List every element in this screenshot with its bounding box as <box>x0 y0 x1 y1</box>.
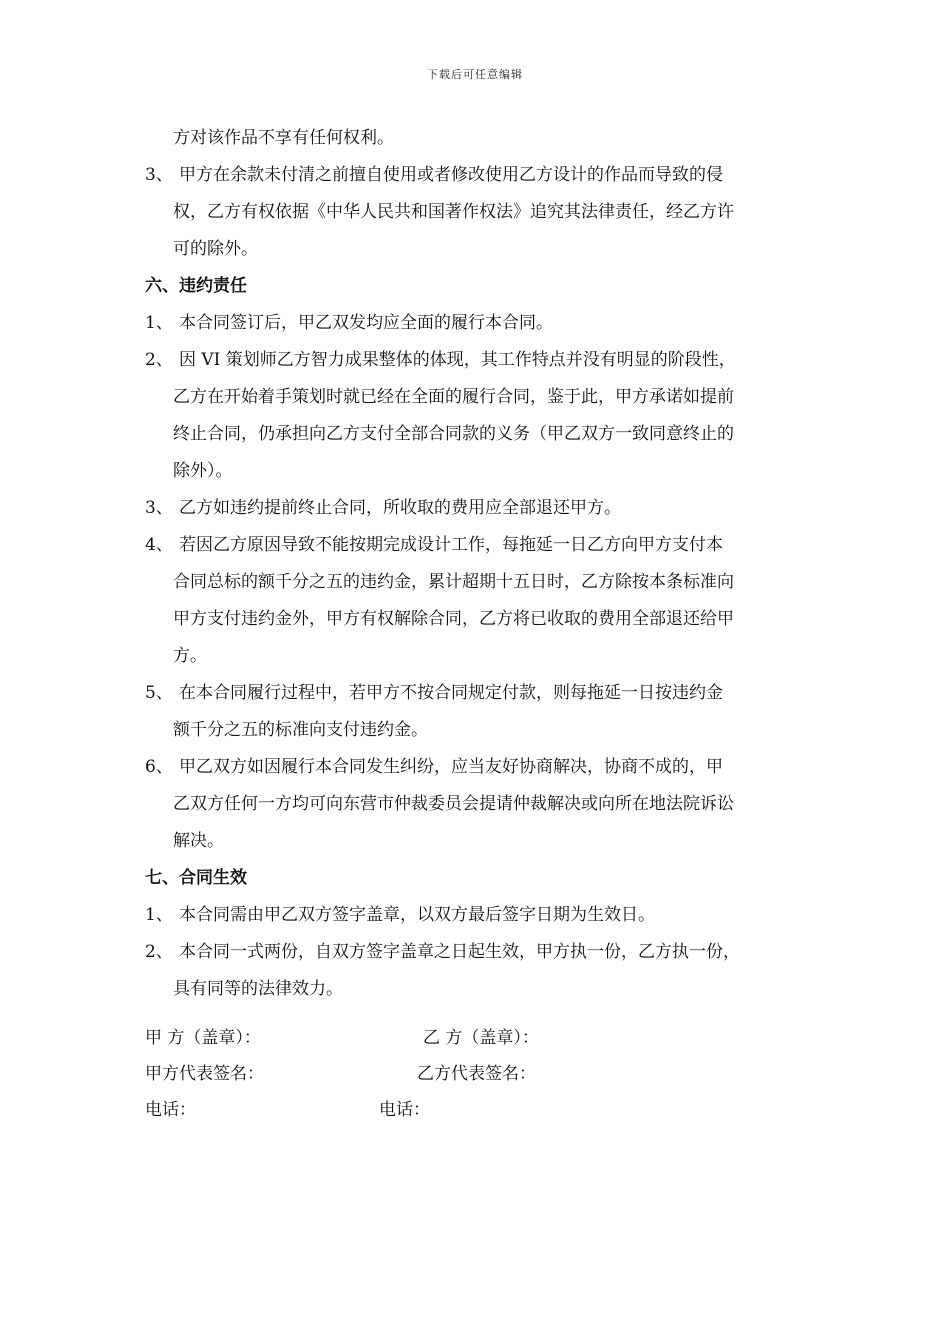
clause-number: 1、 <box>145 313 173 333</box>
clause-text: 本合同一式两份，自双方签字盖章之日起生效，甲方执一份，乙方执一份， <box>179 942 740 962</box>
paragraph-line: 具有同等的法律效力。 <box>173 979 343 999</box>
signature-row-seal <box>145 1020 820 1056</box>
party-a-seal-label: 甲 方（盖章）： <box>145 1028 261 1048</box>
clause-text: 甲方在余款未付清之前擅自使用或者修改使用乙方设计的作品而导致的侵 <box>179 165 723 185</box>
paragraph-line: 权，乙方有权依据《中华人民共和国著作权法》追究其法律责任，经乙方许 <box>173 202 734 222</box>
clause-number: 3、 <box>145 498 173 518</box>
clause-number: 4、 <box>145 535 173 555</box>
party-a-rep-label: 甲方代表签名： <box>145 1064 264 1084</box>
clause-item <box>145 527 820 564</box>
party-b-seal-label: 乙 方（盖章）： <box>423 1028 539 1048</box>
section-heading-effect: 七、合同生效 <box>145 868 247 888</box>
paragraph-line: 除外）。 <box>173 461 233 481</box>
clause-item <box>145 342 820 379</box>
clause-item <box>145 897 820 934</box>
signature-block <box>145 1020 820 1128</box>
clause-item <box>145 675 820 712</box>
paragraph-line: 合同总标的额千分之五的违约金，累计超期十五日时，乙方除按本条标准向 <box>173 572 734 592</box>
clause-text: 因 VI 策划师乙方智力成果整体的体现，其工作特点并没有明显的阶段性， <box>179 350 736 370</box>
signature-row-phone <box>145 1092 820 1128</box>
paragraph-line: 甲方支付违约金外，甲方有权解除合同，乙方将已收取的费用全部退还给甲 <box>173 609 734 629</box>
clause-text: 本合同签订后，甲乙双发均应全面的履行本合同。 <box>179 313 553 333</box>
clause-number: 1、 <box>145 905 173 925</box>
clause-item <box>145 934 820 971</box>
paragraph-line: 方对该作品不享有任何权利。 <box>173 128 394 148</box>
paragraph-line: 乙方在开始着手策划时就已经在全面的履行合同，鉴于此，甲方承诺如提前 <box>173 387 734 407</box>
paragraph-line: 解决。 <box>173 831 224 851</box>
section-heading-breach: 六、违约责任 <box>145 276 247 296</box>
party-a-phone-label: 电话： <box>145 1100 196 1120</box>
clause-text: 本合同需由甲乙双方签字盖章，以双方最后签字日期为生效日。 <box>179 905 655 925</box>
clause-item <box>145 490 820 527</box>
clause-number: 5、 <box>145 683 173 703</box>
paragraph-line: 可的除外。 <box>173 239 258 259</box>
paragraph-line: 额千分之五的标准向支付违约金。 <box>173 720 428 740</box>
party-b-rep-label: 乙方代表签名： <box>417 1064 536 1084</box>
clause-item <box>145 305 820 342</box>
clause-item <box>145 157 820 194</box>
clause-number: 6、 <box>145 757 173 777</box>
paragraph-line: 方。 <box>173 646 207 666</box>
clause-text: 乙方如违约提前终止合同，所收取的费用应全部退还甲方。 <box>179 498 621 518</box>
clause-number: 3、 <box>145 165 173 185</box>
clause-number: 2、 <box>145 350 173 370</box>
contract-body <box>145 120 820 1008</box>
paragraph-line: 终止合同，仍承担向乙方支付全部合同款的义务（甲乙双方一致同意终止的 <box>173 424 734 444</box>
page-header-note: 下载后可任意编辑 <box>427 68 523 81</box>
clause-text: 甲乙双方如因履行本合同发生纠纷，应当友好协商解决，协商不成的，甲 <box>179 757 723 777</box>
paragraph-line: 乙双方任何一方均可向东营市仲裁委员会提请仲裁解决或向所在地法院诉讼 <box>173 794 734 814</box>
clause-text: 在本合同履行过程中，若甲方不按合同规定付款，则每拖延一日按违约金 <box>179 683 723 703</box>
clause-item <box>145 749 820 786</box>
clause-number: 2、 <box>145 942 173 962</box>
signature-row-rep <box>145 1056 820 1092</box>
party-b-phone-label: 电话： <box>379 1100 430 1120</box>
clause-text: 若因乙方原因导致不能按期完成设计工作，每拖延一日乙方向甲方支付本 <box>179 535 723 555</box>
